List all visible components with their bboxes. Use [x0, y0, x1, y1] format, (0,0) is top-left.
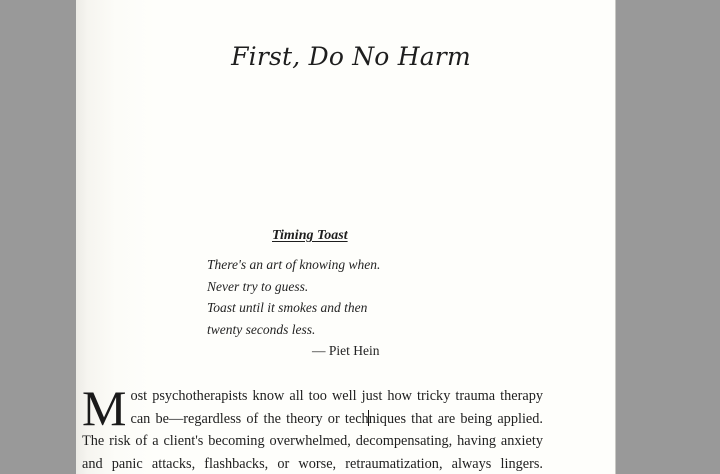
epigraph-line: There's an art of knowing when. [207, 257, 381, 272]
body-text-segment: can be—regardless of the theory or tech [130, 410, 369, 427]
body-line: ost psychotherapists know all too well just how tricky trauma therapy [130, 388, 543, 404]
body-paragraph[interactable] [82, 380, 543, 474]
epigraph-title: Timing Toast [272, 228, 348, 243]
body-line: The risk of a client's becoming overwhelmed, decompensating, having anxiety [82, 433, 543, 449]
epigraph-line: Never try to guess. [207, 278, 309, 294]
drop-cap: M [82, 380, 127, 436]
body-line: and panic attacks, flashbacks, or worse, retraumatization, always lingers. [82, 455, 543, 472]
epigraph-poem [207, 254, 380, 341]
epigraph-attribution: — Piet Hein [312, 343, 380, 358]
epigraph-line: twenty seconds less. [207, 322, 316, 338]
body-line [82, 408, 543, 431]
body-text-segment: niques that are being applied. [368, 410, 543, 427]
epigraph-line: Toast until it smokes and then [207, 300, 368, 316]
chapter-title: First, Do No Harm [231, 42, 471, 71]
book-page[interactable] [76, 0, 616, 474]
